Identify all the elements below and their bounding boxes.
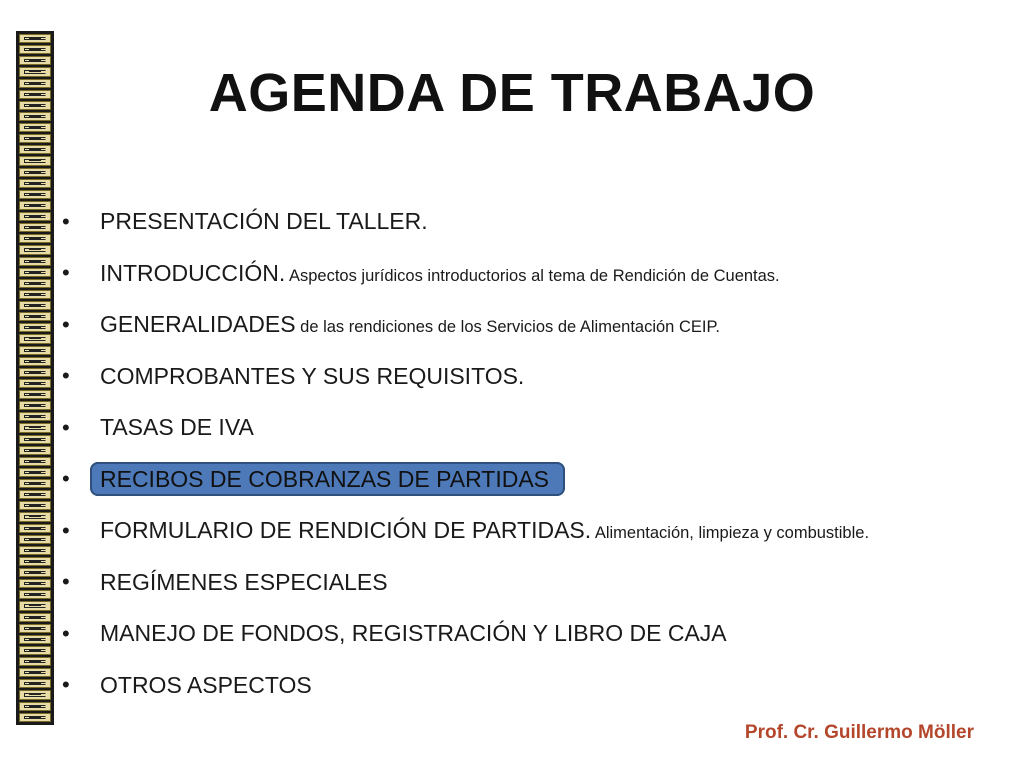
greek-key-tile xyxy=(19,713,51,722)
greek-key-tile xyxy=(19,334,51,343)
agenda-item-detail: de las rendiciones de los Servicios de Alimentación CEIP. xyxy=(295,318,720,337)
greek-key-tile xyxy=(19,423,51,432)
agenda-item-title: GENERALIDADES xyxy=(100,311,296,338)
greek-key-tile xyxy=(19,212,51,221)
greek-key-tile xyxy=(19,290,51,299)
greek-key-tile xyxy=(19,168,51,177)
greek-key-tile xyxy=(19,390,51,399)
greek-key-tile xyxy=(19,223,51,232)
greek-key-tile xyxy=(19,702,51,711)
greek-key-tile xyxy=(19,568,51,577)
agenda-item-title: COMPROBANTES Y SUS REQUISITOS. xyxy=(100,362,525,389)
greek-key-tile xyxy=(19,512,51,521)
greek-key-tile xyxy=(19,557,51,566)
slide-title: AGENDA DE TRABAJO xyxy=(208,63,816,123)
greek-key-tile xyxy=(19,179,51,188)
agenda-item-title: PRESENTACIÓN DEL TALLER. xyxy=(100,208,428,235)
bullet-icon: • xyxy=(62,311,70,337)
greek-key-tile xyxy=(19,357,51,366)
greek-key-tile xyxy=(19,457,51,466)
greek-key-tile xyxy=(19,401,51,410)
greek-key-tile xyxy=(19,279,51,288)
agenda-item-title: FORMULARIO DE RENDICIÓN DE PARTIDAS. xyxy=(100,517,592,544)
agenda-item-detail: Aspectos jurídicos introductorios al tema de Rendición de Cuentas. xyxy=(285,266,780,285)
greek-key-tile xyxy=(19,668,51,677)
greek-key-tile xyxy=(19,579,51,588)
bullet-icon: • xyxy=(62,672,70,698)
greek-key-tile xyxy=(19,156,51,165)
greek-key-tile xyxy=(19,624,51,633)
agenda-item-highlighted xyxy=(62,454,982,506)
greek-key-tile xyxy=(19,468,51,477)
agenda-item xyxy=(62,196,982,248)
greek-key-tile xyxy=(19,257,51,266)
agenda-item-title: REGÍMENES ESPECIALES xyxy=(100,568,388,595)
greek-key-tile xyxy=(19,601,51,610)
author-footer: Prof. Cr. Guillermo Möller xyxy=(744,722,974,743)
greek-key-tile xyxy=(19,145,51,154)
bullet-icon: • xyxy=(62,466,70,492)
agenda-item xyxy=(62,351,982,403)
agenda-item xyxy=(62,557,982,609)
greek-key-tile xyxy=(19,134,51,143)
greek-key-tile xyxy=(19,490,51,499)
greek-key-tile xyxy=(19,323,51,332)
greek-key-tile xyxy=(19,590,51,599)
greek-key-tile xyxy=(19,123,51,132)
greek-key-tile xyxy=(19,690,51,699)
bullet-icon: • xyxy=(62,363,70,389)
greek-key-tile xyxy=(19,346,51,355)
greek-key-tile xyxy=(19,679,51,688)
greek-key-tile xyxy=(19,479,51,488)
agenda-item xyxy=(62,299,982,351)
greek-key-tile xyxy=(19,412,51,421)
agenda-item-title: MANEJO DE FONDOS, REGISTRACIÓN Y LIBRO DE CAJA xyxy=(100,620,727,647)
agenda-item-title: TASAS DE IVA xyxy=(100,414,254,441)
greek-key-tile xyxy=(19,446,51,455)
agenda-item xyxy=(62,505,982,557)
agenda-item-detail: Alimentación, limpieza y combustible. xyxy=(591,524,870,543)
greek-key-tile xyxy=(19,245,51,254)
greek-key-tile xyxy=(19,646,51,655)
greek-key-tile xyxy=(19,657,51,666)
bullet-icon: • xyxy=(62,414,70,440)
greek-key-tile xyxy=(19,268,51,277)
bullet-icon: • xyxy=(62,620,70,646)
agenda-item xyxy=(62,660,982,712)
greek-key-tile xyxy=(19,201,51,210)
bullet-icon: • xyxy=(62,517,70,543)
greek-key-tile xyxy=(19,501,51,510)
agenda-list xyxy=(62,196,982,711)
agenda-item-title: INTRODUCCIÓN. xyxy=(100,259,286,286)
agenda-item xyxy=(62,402,982,454)
highlighted-agenda-item: RECIBOS DE COBRANZAS DE PARTIDAS xyxy=(90,462,565,496)
greek-key-tile xyxy=(19,34,51,43)
greek-key-tile xyxy=(19,546,51,555)
agenda-item xyxy=(62,608,982,660)
greek-key-tile xyxy=(19,635,51,644)
greek-key-tile xyxy=(19,613,51,622)
greek-key-tile xyxy=(19,234,51,243)
bullet-icon: • xyxy=(62,569,70,595)
greek-key-tile xyxy=(19,535,51,544)
greek-key-tile xyxy=(19,45,51,54)
greek-key-border xyxy=(16,31,54,725)
greek-key-tile xyxy=(19,368,51,377)
greek-key-tile xyxy=(19,435,51,444)
greek-key-tile xyxy=(19,301,51,310)
greek-key-tile xyxy=(19,379,51,388)
bullet-icon: • xyxy=(62,208,70,234)
greek-key-tile xyxy=(19,524,51,533)
agenda-item-title: OTROS ASPECTOS xyxy=(100,671,312,698)
greek-key-tile xyxy=(19,190,51,199)
greek-key-tile xyxy=(19,312,51,321)
bullet-icon: • xyxy=(62,260,70,286)
agenda-item xyxy=(62,248,982,300)
